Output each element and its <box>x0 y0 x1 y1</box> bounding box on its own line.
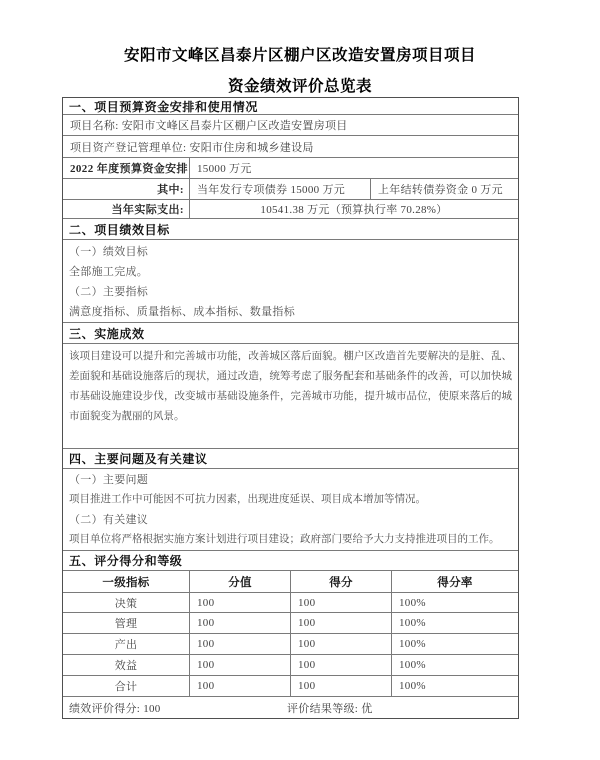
actual-spending-value: 10541.38 万元（预算执行率 70.28%） <box>189 200 518 218</box>
table-row <box>63 655 518 676</box>
indicator-cell: 效益 <box>114 660 138 672</box>
score-cell: 100 <box>290 634 391 654</box>
score-rate-cell: 100% <box>391 655 518 675</box>
section2-header: 二、项目绩效目标 <box>63 219 518 240</box>
column-header-score-value: 分值 <box>189 571 290 592</box>
performance-goal-text: 全部施工完成。 <box>69 266 149 278</box>
table-row <box>63 676 518 697</box>
indicator-cell: 管理 <box>114 618 138 630</box>
column-header-score-rate: 得分率 <box>391 571 518 592</box>
performance-goal-label: （一）绩效目标 <box>69 246 149 258</box>
document-title <box>0 40 600 102</box>
actual-spending-row <box>63 200 518 219</box>
title-line-1: 安阳市文峰区昌泰片区棚户区改造安置房项目项目 <box>123 47 476 64</box>
main-indicators-text: 满意度指标、质量指标、成本指标、数量指标 <box>69 306 295 318</box>
evaluation-score: 绩效评价得分: 100 <box>69 702 161 715</box>
section3-content-row <box>63 344 518 449</box>
registry-unit-row: 项目资产登记管理单位: 安阳市住房和城乡建设局 <box>63 136 518 158</box>
score-value-cell: 100 <box>189 676 290 696</box>
score-value-cell: 100 <box>189 613 290 633</box>
budget-label: 2022 年度预算资金安排 <box>70 163 188 175</box>
title-line-2: 资金绩效评价总览表 <box>227 78 372 95</box>
section4-content-row <box>63 469 518 551</box>
indicator-cell: 产出 <box>114 639 138 651</box>
score-value-cell: 100 <box>189 593 290 612</box>
section1-header: 一、项目预算资金安排和使用情况 <box>63 98 518 115</box>
among-bond-value: 当年发行专项债券 15000 万元 <box>189 179 370 199</box>
section3-header: 三、实施成效 <box>63 323 518 344</box>
section5-header: 五、评分得分和等级 <box>63 551 518 571</box>
column-header-indicator: 一级指标 <box>102 576 150 589</box>
suggestions-text: 项目单位将严格根据实施方案计划进行项目建设；政府部门要给予大力支持推进项目的工作。 <box>69 534 500 545</box>
column-header-score: 得分 <box>290 571 391 592</box>
section4-header: 四、主要问题及有关建议 <box>63 449 518 469</box>
table-row <box>63 634 518 655</box>
main-problems-label: （一）主要问题 <box>69 474 149 486</box>
score-cell: 100 <box>290 593 391 612</box>
table-row <box>63 613 518 634</box>
evaluation-grade: 评价结果等级: 优 <box>287 702 373 715</box>
section4-content <box>63 469 518 550</box>
section2-content-row <box>63 240 518 323</box>
indicator-cell: 决策 <box>114 597 138 610</box>
score-cell: 100 <box>290 655 391 675</box>
score-cell: 100 <box>290 613 391 633</box>
table-row <box>63 593 518 613</box>
score-rate-cell: 100% <box>391 676 518 696</box>
project-name-row: 项目名称: 安阳市文峰区昌泰片区棚户区改造安置房项目 <box>63 115 518 136</box>
score-rate-cell: 100% <box>391 593 518 612</box>
score-value-cell: 100 <box>189 655 290 675</box>
score-cell: 100 <box>290 676 391 696</box>
evaluation-result-row <box>63 697 518 718</box>
score-table-header-row <box>63 571 518 593</box>
among-label: 其中: <box>157 184 184 196</box>
indicator-cell: 合计 <box>114 681 138 693</box>
score-value-cell: 100 <box>189 634 290 654</box>
budget-row <box>63 158 518 179</box>
main-indicators-label: （二）主要指标 <box>69 286 149 298</box>
among-row <box>63 179 518 200</box>
implementation-effect-paragraph: 该项目建设可以提升和完善城市功能，改善城区落后面貌。棚户区改造首先要解决的是脏、乱、差面貌和基础设施落后的现状，通过改造，统筹考虑了服务配套和基础条件的改善，可以加快城市基础设施建设步伐，改变城市基础设施条件，完善城市功能，提升城市品位，使原来落后的城市面貌变为靓丽的风景。 <box>69 351 512 422</box>
score-rate-cell: 100% <box>391 613 518 633</box>
main-problems-text: 项目推进工作中可能因不可抗力因素，出现进度延误、项目成本增加等情况。 <box>69 494 426 505</box>
among-carryover-value: 上年结转债券资金 0 万元 <box>370 179 518 199</box>
suggestions-label: （二）有关建议 <box>69 514 149 526</box>
section2-content <box>63 240 518 322</box>
score-rate-cell: 100% <box>391 634 518 654</box>
overview-table <box>62 97 519 719</box>
budget-value: 15000 万元 <box>189 158 518 178</box>
actual-spending-label: 当年实际支出: <box>111 204 184 216</box>
